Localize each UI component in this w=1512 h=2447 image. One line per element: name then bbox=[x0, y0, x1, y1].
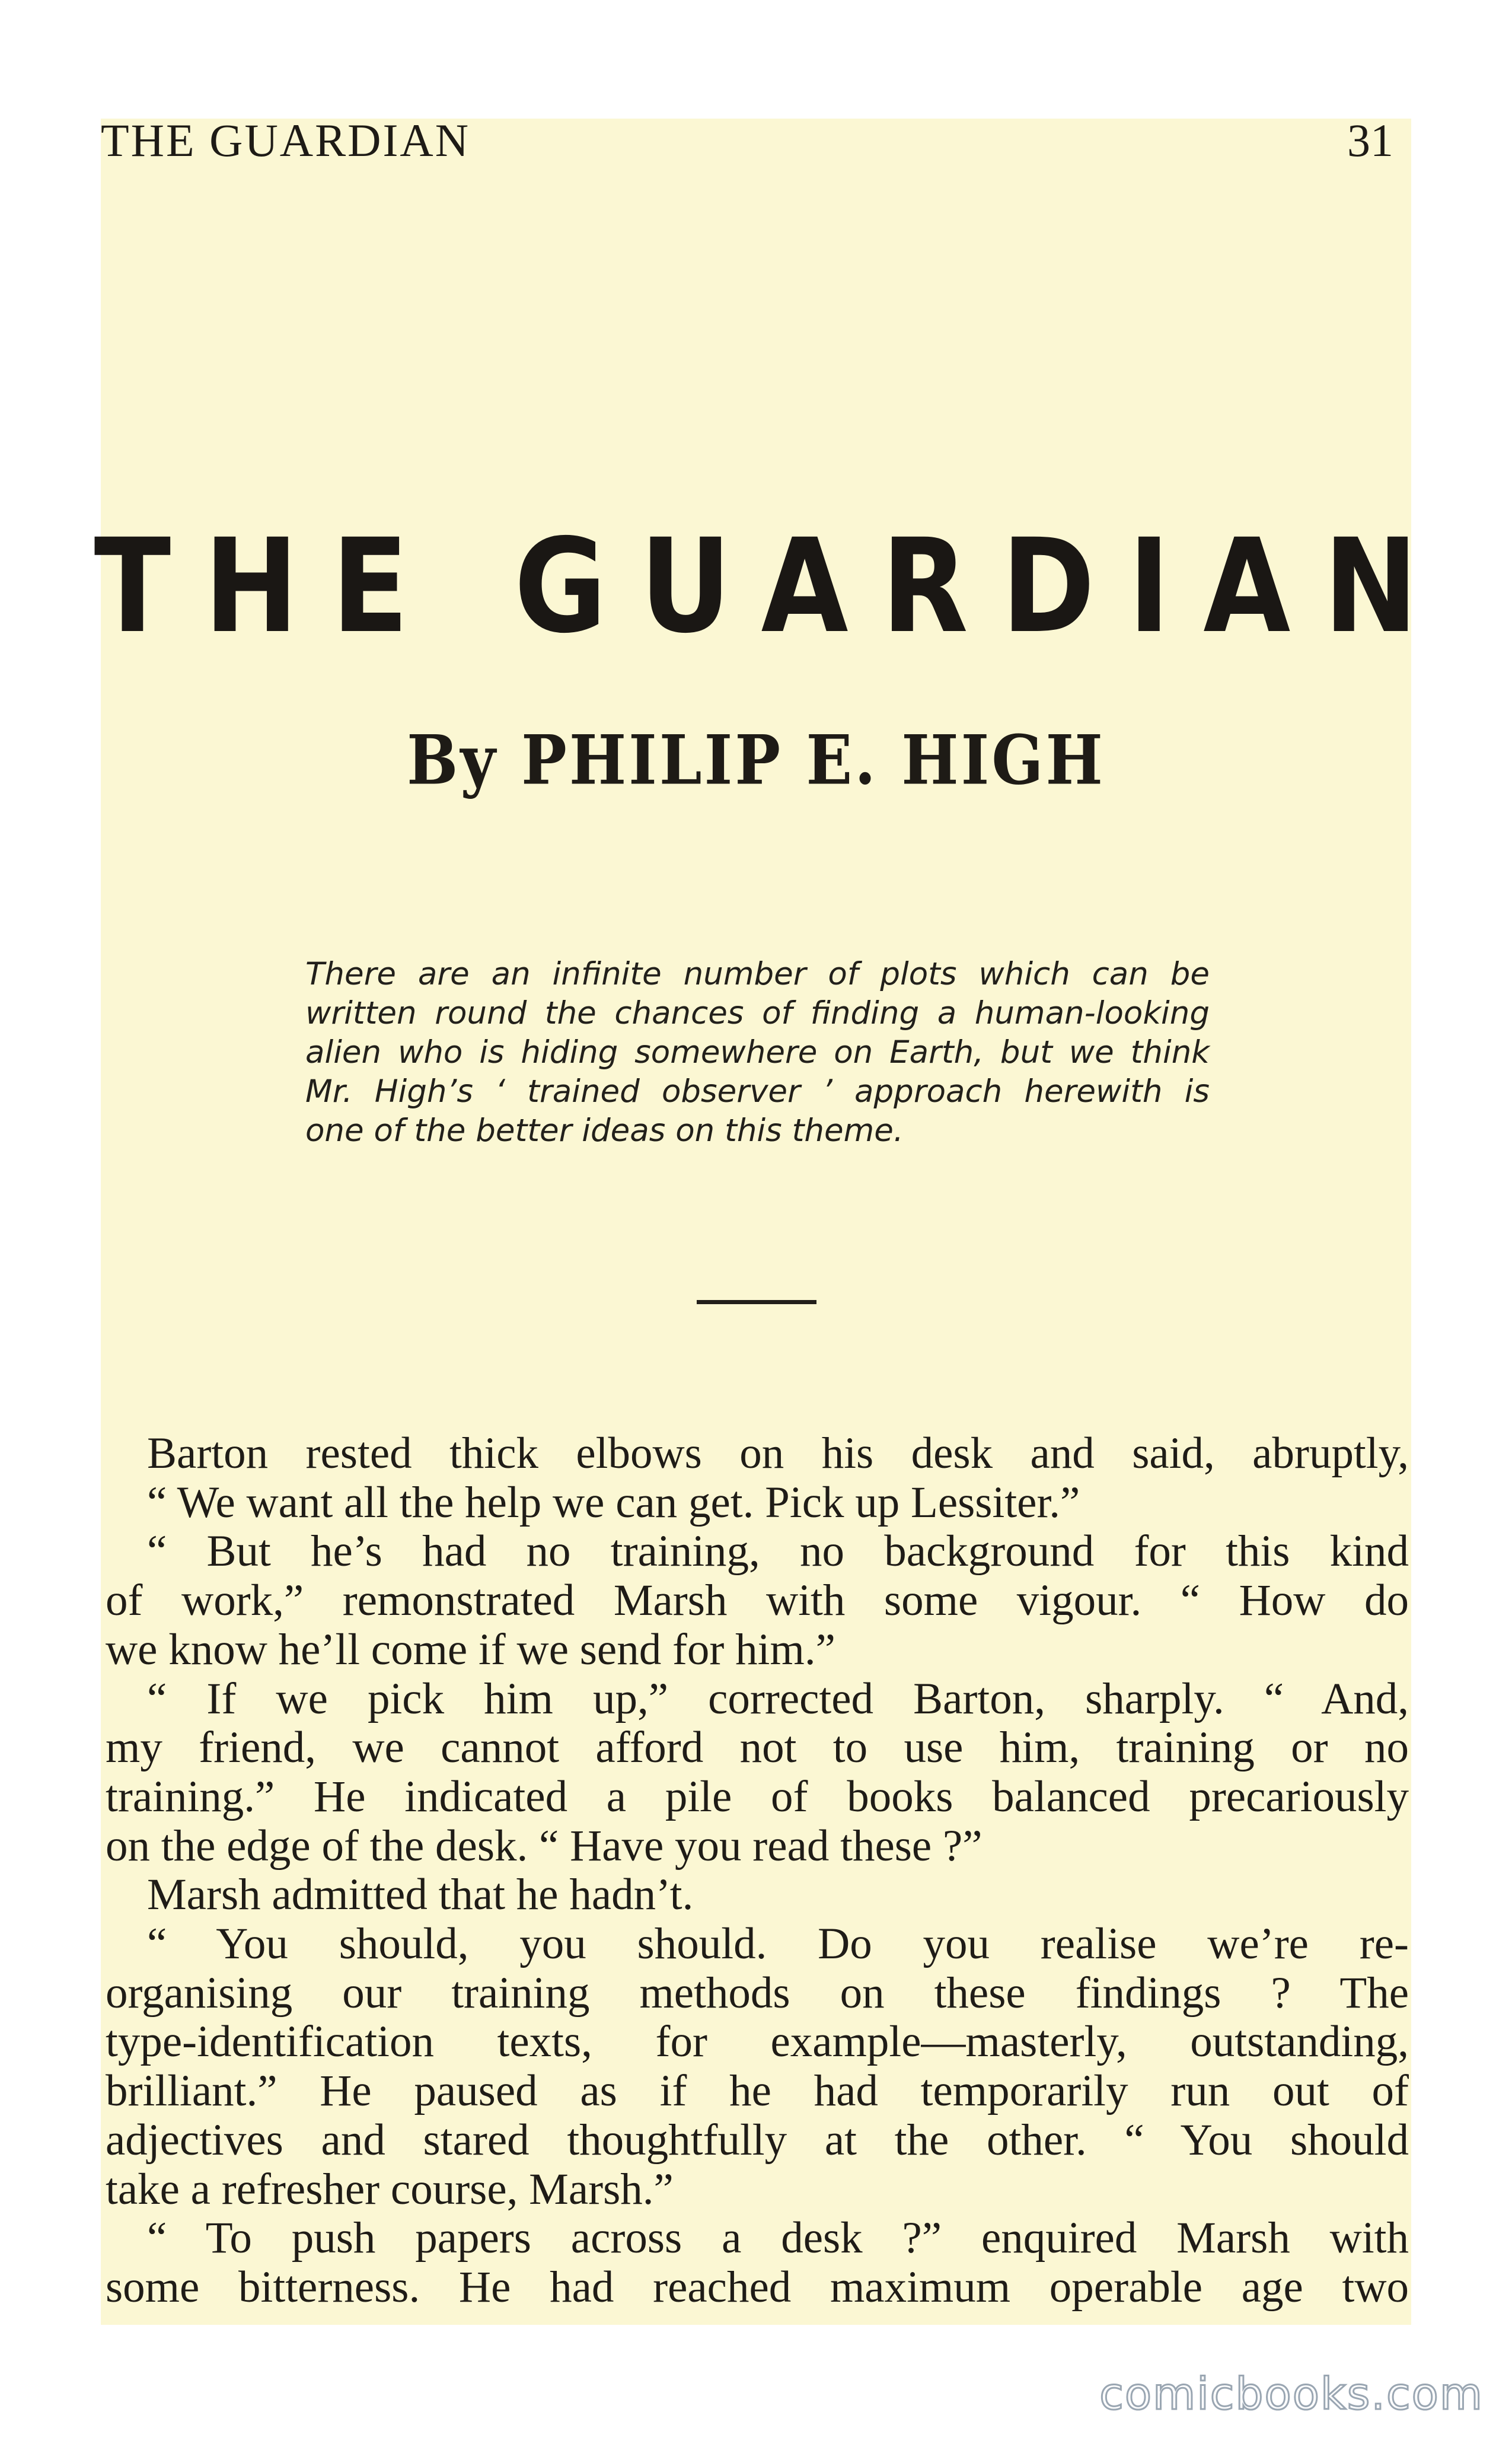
body-line: “ But he’s had no training, no background for this kind bbox=[147, 1527, 1409, 1576]
page-number: 31 bbox=[1347, 114, 1393, 166]
body-line: on the edge of the desk. “ Have you read these ?” bbox=[106, 1821, 983, 1871]
body-line: “ If we pick him up,” corrected Barton, sharply. “ And, bbox=[147, 1674, 1409, 1723]
body-line: “ To push papers across a desk ?” enquired Marsh with bbox=[147, 2213, 1409, 2263]
body-line: organising our training methods on these findings ? The bbox=[106, 1968, 1409, 2018]
blurb-line: one of the better ideas on this theme. bbox=[305, 1113, 904, 1149]
blurb-line: Mr. High’s ‘ trained observer ’ approach herewith is bbox=[305, 1073, 1210, 1110]
body-line: “ You should, you should. Do you realise we’re re- bbox=[147, 1919, 1409, 1969]
body-line: we know he’ll come if we send for him.” bbox=[106, 1624, 835, 1674]
running-title: THE GUARDIAN bbox=[101, 114, 471, 166]
blurb-line: There are an infinite number of plots which can be bbox=[305, 956, 1210, 992]
blurb-line: written round the chances of finding a human-looking bbox=[305, 995, 1210, 1031]
section-divider bbox=[697, 1300, 816, 1304]
story-body bbox=[106, 1429, 1409, 2312]
blurb-line: alien who is hiding somewhere on Earth, but we think bbox=[305, 1034, 1210, 1070]
body-line: brilliant.” He paused as if he had temporarily run out of bbox=[106, 2066, 1409, 2116]
story-title: THE GUARDIAN bbox=[94, 511, 1452, 662]
body-line: of work,” remonstrated Marsh with some vigour. “ How do bbox=[106, 1576, 1409, 1626]
body-line: type-identification texts, for example—masterly, outstanding, bbox=[106, 2017, 1409, 2067]
editorial-blurb bbox=[305, 955, 1210, 1151]
body-line: Barton rested thick elbows on his desk and said, abruptly, bbox=[147, 1429, 1409, 1478]
watermark-logo: comicbooks.com bbox=[1099, 2369, 1484, 2420]
byline: By PHILIP E. HIGH bbox=[407, 720, 1105, 801]
body-line: take a refresher course, Marsh.” bbox=[106, 2164, 674, 2214]
body-line: some bitterness. He had reached maximum operable age two bbox=[106, 2262, 1409, 2312]
body-line: training.” He indicated a pile of books balanced precariously bbox=[106, 1771, 1409, 1821]
body-line: Marsh admitted that he hadn’t. bbox=[147, 1870, 694, 1920]
body-line: adjectives and stared thoughtfully at the other. “ You should bbox=[106, 2115, 1409, 2165]
body-line: my friend, we cannot afford not to use him, training or no bbox=[106, 1723, 1409, 1773]
body-line: “ We want all the help we can get. Pick up Lessiter.” bbox=[147, 1477, 1080, 1527]
